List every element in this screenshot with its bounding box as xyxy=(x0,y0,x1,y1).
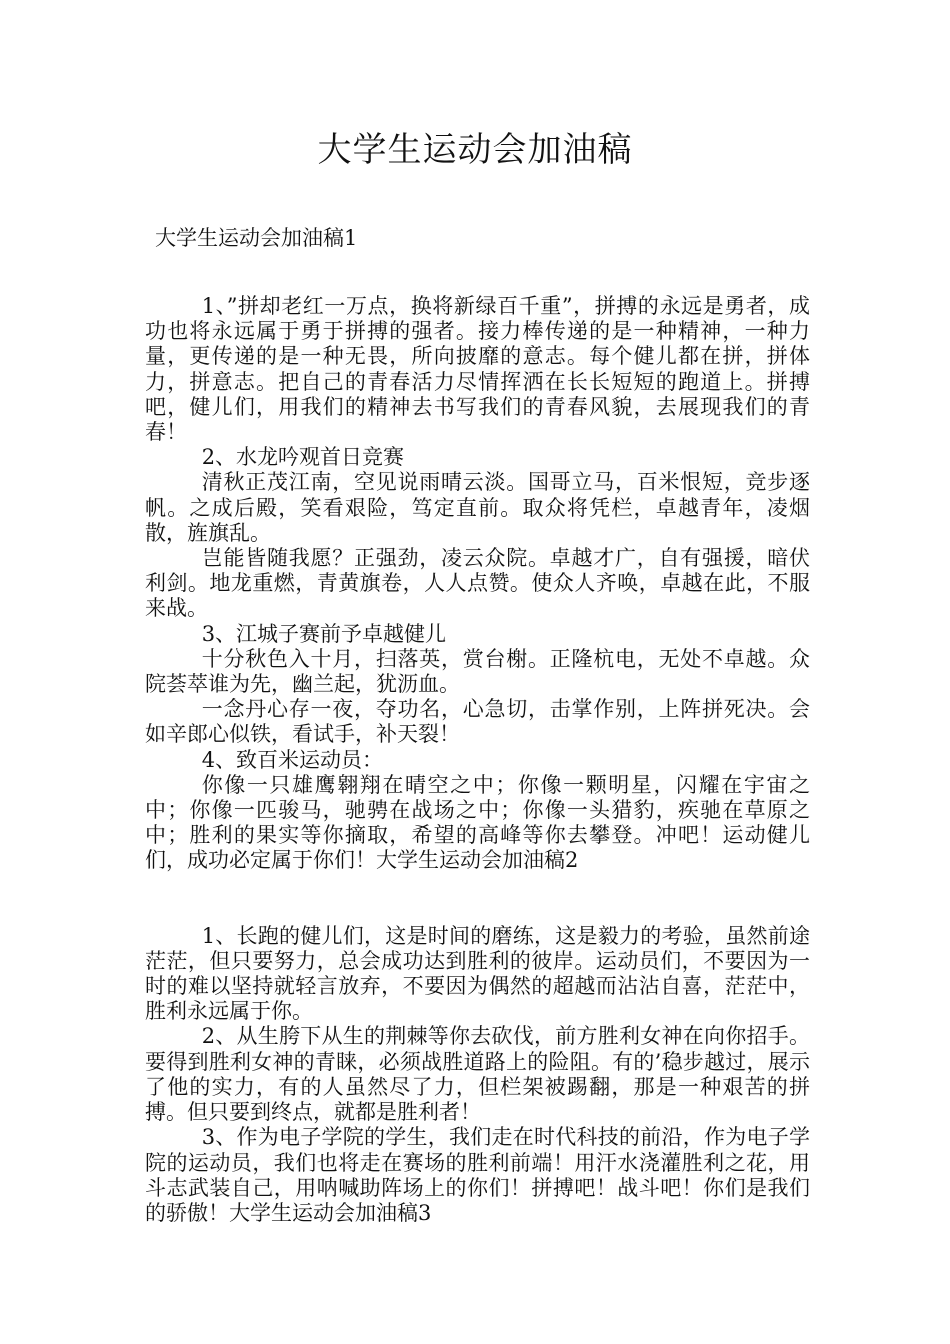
paragraph: 2、水龙吟观首日竞赛 xyxy=(201,445,405,470)
section-heading: 大学生运动会加油稿1 xyxy=(155,226,358,250)
paragraph: 4、致百米运动员： xyxy=(201,747,384,772)
paragraph: 十分秋色入十月，扫落英，赏台榭。正隆杭电，无处不卓越。众院荟萃谁为先，幽兰起，犹沥血。 xyxy=(145,646,810,697)
paragraph: 你像一只雄鹰翱翔在晴空之中；你像一颗明星，闪耀在宇宙之中；你像一匹骏马，驰骋在战场之中；你像一头猎豹，疾驰在草原之中；胜利的果实等你摘取，希望的高峰等你去攀登。冲吧！运动健儿们，成功必定属于你们！大学生运动会加油稿2 xyxy=(145,772,810,873)
paragraph: 岂能皆随我愿？正强劲，凌云众院。卓越才广，自有强援，暗伏利剑。地龙重燃，青黄旗卷，人人点赞。使众人齐唤，卓越在此，不服来战。 xyxy=(145,546,810,621)
paragraph: 1、长跑的健儿们，这是时间的磨练，这是毅力的考验，虽然前途茫茫，但只要努力，总会成功达到胜利的彼岸。运动员们，不要因为一时的难以坚持就轻言放弃，不要因为偶然的超越而沾沾自喜，茫茫中，胜利永远属于你。 xyxy=(145,923,810,1024)
document-title: 大学生运动会加油稿 xyxy=(317,130,633,170)
section-gap xyxy=(145,874,810,924)
paragraph: 清秋正茂江南，空见说雨晴云淡。国哥立马，百米恨短，竞步逐帆。之成后殿，笑看艰险，笃定直前。取众将凭栏，卓越青年，凌烟散，旌旗乱。 xyxy=(145,470,810,545)
paragraph: 1、”拼却老红一万点，换将新绿百千重”，拼搏的永远是勇者，成功也将永远属于勇于拼搏的强者。接力棒传递的是一种精神，一种力量，更传递的是一种无畏，所向披靡的意志。每个健儿都在拼，拼体力，拼意志。把自己的青春活力尽情挥洒在长长短短的跑道上。拼搏吧，健儿们，用我们的精神去书写我们的青春风貌，去展现我们的青春！ xyxy=(145,294,810,445)
paragraph: 一念丹心存一夜，夺功名，心急切，击掌作别，上阵拼死决。会如辛郎心似铁，看试手，补天裂！ xyxy=(145,697,810,747)
document-body xyxy=(145,294,810,1226)
paragraph: 3、江城子赛前予卓越健儿 xyxy=(201,621,447,646)
paragraph: 2、从生胯下从生的荆棘等你去砍伐，前方胜利女神在向你招手。要得到胜利女神的青睐，必须战胜道路上的险阻。有的’稳步越过，展示了他的实力，有的人虽然尽了力，但栏架被踢翻，那是一种艰苦的拼搏。但只要到终点，就都是胜利者！ xyxy=(145,1024,810,1125)
paragraph: 3、作为电子学院的学生，我们走在时代科技的前沿，作为电子学院的运动员，我们也将走在赛场的胜利前端！用汗水浇灌胜利之花，用斗志武装自己，用呐喊助阵场上的你们！拼搏吧！战斗吧！你们是我们的骄傲！大学生运动会加油稿3 xyxy=(145,1125,810,1225)
